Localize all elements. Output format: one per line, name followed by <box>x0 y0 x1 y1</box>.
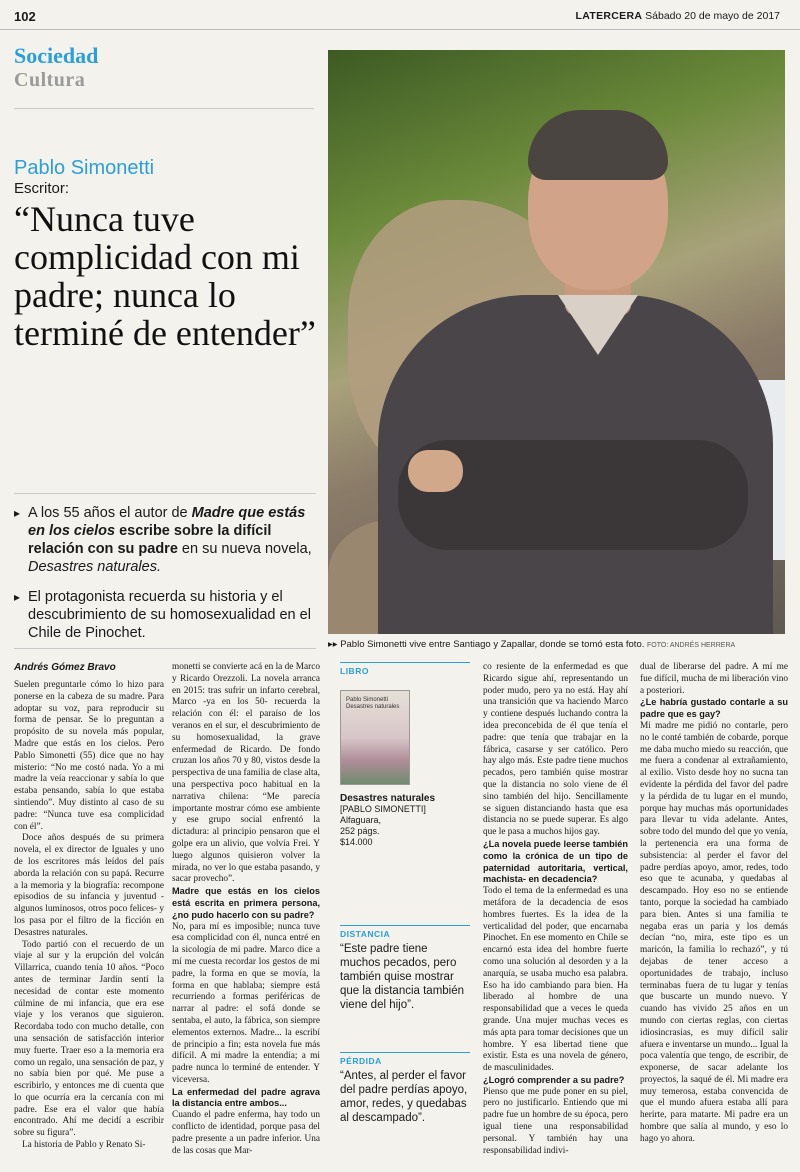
photo-tshirt <box>558 295 638 355</box>
section-secondary: Cultura <box>14 69 86 91</box>
photo-credit: FOTO: ANDRÉS HERRERA <box>647 642 736 649</box>
paragraph: dual de liberarse del padre. A mí me fue difícil, mucha de mi liberación vino a posteriori. <box>640 662 788 696</box>
bullet-novel-title: Desastres naturales. <box>28 559 161 575</box>
book-cover-text <box>346 697 399 711</box>
book-cover-title: Desastres naturales <box>346 704 400 710</box>
summary-bullets <box>14 493 316 654</box>
photo-caption <box>328 639 788 650</box>
caption-text: Pablo Simonetti vive entre Santiago y Zapallar, donde se tomó esta foto. <box>340 639 645 650</box>
bullet-book-title: Madre que estás en los cielos <box>28 505 306 539</box>
photo-hair <box>528 110 668 180</box>
section-heading <box>14 44 98 92</box>
byline: Andrés Gómez Bravo <box>14 662 116 673</box>
paragraph: Cuando el padre enferma, hay todo un conflicto de identidad, porque pasa del padre presente a un padre inferior. Una de las cosas que Mar- <box>172 1110 320 1156</box>
portrait-photo <box>328 50 785 634</box>
bullet-item <box>14 504 316 576</box>
interview-question: Madre que estás en los cielos está escrita en primera persona, ¿no pudo hacerlo con su padre? <box>172 886 320 920</box>
article-column-1 <box>14 680 164 1152</box>
paragraph: Todo partió con el recuerdo de un viaje al sur y la erupción del volcán Villarrica, cuando tenía 10 años. “Poco antes de terminar Jardín sentí la necesidad de contar este momento cúlmine de mi infancia, que era ese viaje y los veranos que siguieron. Recordaba todo con mucho detalle, con una sensación de satisfacción interior muy fuerte. Traer eso a la memoria era como un regalo, una sensación de paz, y no sabía bien por qué. Me puse a escribirlo, y entonces me di cuenta que lo que ocurría era la cercanía con mi padre. Ese era el valor que había encontrado. Ahí me decidí a escribir sobre su figura”. <box>14 939 164 1139</box>
paragraph: co resiente de la enfermedad es que Ricardo sigue ahí, representando un poder mudo, pero ya no está. Hay ahí una transición que va haciendo Marco y contiene después luchando contra la idea preconcebida de él que tenía el padre: que tenía que trabajar en la fábrica, casarse y ser católico. Pero hay algo más. Este padre tiene muchos pecados, pero también quise mostrar que la distancia no solo viene de él sino también del hijo. Sencillamente se siguen distanciando hasta que esa distancia no se puede superar. Es algo que le pasa a muchos hijos gay. <box>483 662 628 838</box>
loss-label: PÉRDIDA <box>340 1052 470 1066</box>
book-cover <box>340 690 410 785</box>
bullet-text: en su nueva novela, <box>177 541 312 557</box>
pull-quote-distance: “Este padre tiene muchos pecados, pero también quise mostrar que la distancia también viene del hijo”. <box>340 943 465 1011</box>
distance-label: DISTANCIA <box>340 925 470 939</box>
book-cover-author: Pablo Simonetti <box>346 697 389 703</box>
paragraph: Todo el tema de la enfermedad es una metáfora de la decadencia de esos hombres fuertes. Es la idea de la verticalidad del poder, que encarnaba Pinochet. En ese momento en Chile se encarnó esta idea del hombre fuerte como una solución al desorden y a la anarquía, se usaba mucho esa palabra. Eso ha ido cambiando para bien. Ha liberado al hombre de una responsabilidad que a veces le queda grande. Una mujer muchas veces es más apta para tomar decisiones que un hombre. Y esa libertad tiene que existir. Esta es una novela de género, de masculinidades. <box>483 886 628 1074</box>
interview-question: La enfermedad del padre agrava la distancia entre ambos... <box>172 1086 320 1109</box>
page-header <box>0 0 800 30</box>
bullet-arrow-icon: ▸ <box>14 506 21 520</box>
headline: “Nunca tuve complicidad con mi padre; nunca lo terminé de entender” <box>14 199 316 353</box>
divider <box>14 108 314 109</box>
book-label: LIBRO <box>340 662 470 676</box>
interview-question: ¿La novela puede leerse también como la crónica de un tipo de paternidad autoritaria, vertical, machista- en decadencia? <box>483 838 628 885</box>
book-title: Desastres naturales <box>340 793 436 804</box>
paragraph: Mi madre me pidió no contarle, pero no le conté también de cobarde, porque me daba mucho miedo su reacción, que me fuera a condenar al extrañamiento, al exilio. Visto desde hoy no sucna tan evidente la pérdida del favor del padre y la pérdida de tu lugar en el mundo, porque hay muchas más oportunidades para llevar tu vida adelante. Antes, sobre todo del mundo del que yo venía, la pertenencia era una forma de subsistencia: al perder el favor del padre perdías apoyo, amor, redes, todo eso que te acunaba, y quedabas al descampado. Hoy eso no se entiende tanto, porque la sociedad ha cambiado para bien. Antes si una familia te negaba eras un paria y los demás decían “no, mira, este tipo es un maricón, la familia lo rechazó”, y tú dejabas de tener acceso a oportunidades de trabajo, incluso terminabas fuera de tu lugar y tenías que buscarte un mundo nuevo. Y cuando has vivido 25 años en un mundo con ciertas reglas, con ciertas idiosincrasias, es muy difícil salir afuera e inventarse un mundo... Igual la poca valentía que tengo, de escribir, de exponerse, de sacar adelante los proyectos, la saqué de él. Mi madre era muy temerosa, estaba convencida de que el mundo afuera estaba allí para herirte, para matarte. Mi padre era un hombre que salía al mundo, y eso lo hago yo ahora. <box>640 720 788 1144</box>
bullet-item <box>14 588 316 642</box>
interviewee-role: Escritor: <box>14 180 70 197</box>
masthead <box>576 10 780 22</box>
article-column-2 <box>172 662 320 1157</box>
pull-quote-loss: “Antes, al perder el favor del padre perdías apoyo, amor, redes, y quedabas al descampado”. <box>340 1070 468 1124</box>
divider <box>14 648 316 649</box>
bullet-text: A los 55 años el autor de <box>28 505 192 521</box>
caption-arrow-icon: ▸▸ <box>328 639 341 650</box>
paragraph: Suelen preguntarle cómo lo hizo para ponerse en la cabeza de su madre. Para adoptar su voz, para reproducir su forma de pensar. Se lo preguntan a propósito de su novela más popular, Madre que estás en los cielos. Pero Pablo Simonetti (55) dice que no hay misterio: “No me costó nada. Yo a mi madre la veía reaccionar y sabía lo que estaba pensando, sabía lo que estaba sintiendo”. Muy distinto al caso de su padre: “Nunca tuve esa complicidad con él”. <box>14 680 164 832</box>
masthead-name: LATERCERA <box>575 10 643 22</box>
bullet-arrow-icon: ▸ <box>14 590 21 604</box>
paragraph: Pienso que me pude poner en su piel, pero no justificarlo. Entiendo que mi padre fue un hombre de su época, pero igual tiene una responsabilidad personal. Y también hay una responsabilidad indivi- <box>483 1086 628 1156</box>
bullet-bold-text: escribe sobre la difícil relación con su padre <box>28 523 272 557</box>
book-pages: 252 págs. <box>340 826 380 836</box>
photo-hand <box>408 450 463 492</box>
interview-question: ¿Le habría gustado contarle a su padre que es gay? <box>640 697 788 720</box>
page-number: 102 <box>14 9 36 24</box>
book-price: $14.000 <box>340 837 373 847</box>
paragraph: Doce años después de su primera novela, el ex director de Iguales y uno de los escritores más leídos del país aborda la relación con su papá. Recurre a la memoria y la biografía: recompone episodios de su infancia y juventud -algunos luminosos, otros poco felices- y los pasa por el filtro de la ficción en Desastres naturales. <box>14 833 164 938</box>
book-author: [PABLO SIMONETTI] <box>340 804 426 814</box>
interviewee-name: Pablo Simonetti <box>14 157 155 179</box>
paragraph: monetti se convierte acá en la de Marco y Ricardo Orezzoli. La novela arranca en 2015: tras sufrir un infarto cerebral, Marco -ya en los 50- recuerda la relación con él: el paraíso de los veranos en el sur, el descubrimiento de su homosexualidad, la grave enfermedad de Ricardo. De fondo cruzan los años 70 y 80, vistos desde la perspectiva de una familia de clase alta, una perspectiva poco habitual en la narrativa chilena: “Me parecía importante mostrar cómo ese ambiente y ese grupo social enfrentó la dictadura: al principio pensaron que el golpe era un alivio, que volvía Frei. Y luego algunos quisieron volver la mirada, no ver lo que estaba pasando, y sacar provecho”. <box>172 662 320 885</box>
book-sidebar <box>340 662 470 848</box>
interview-question: ¿Logró comprender a su padre? <box>483 1074 625 1085</box>
book-publisher: Alfaguara, <box>340 815 382 825</box>
bullet-text: El protagonista recuerda su historia y el descubrimiento de su homosexualidad en el Chile de Pinochet. <box>28 589 311 641</box>
paragraph: No, para mí es imposible; nunca tuve esa complicidad con él, nunca entré en la sicología de mi padre. Marco dice a mí me cuesta recordar los gestos de mi padre, la forma en que se movía, la forma en que hablaba; siempre está recurriendo a formas periféricas de narrar al padre: el sofá donde se sentaba, el auto, la fábrica, son siempre elementos externos. Madre... la escribí de principio a fin; esta novela fue más difícil. A mi madre la entendía; a mi padre nunca lo terminé de entender. Y viceversa. <box>172 921 320 1085</box>
article-column-4 <box>640 662 788 1146</box>
article-column-3 <box>483 662 628 1157</box>
paragraph: La historia de Pablo y Renato Si- <box>22 1140 146 1151</box>
section-primary: Sociedad <box>14 43 99 68</box>
masthead-date: Sábado 20 de mayo de 2017 <box>645 10 780 22</box>
